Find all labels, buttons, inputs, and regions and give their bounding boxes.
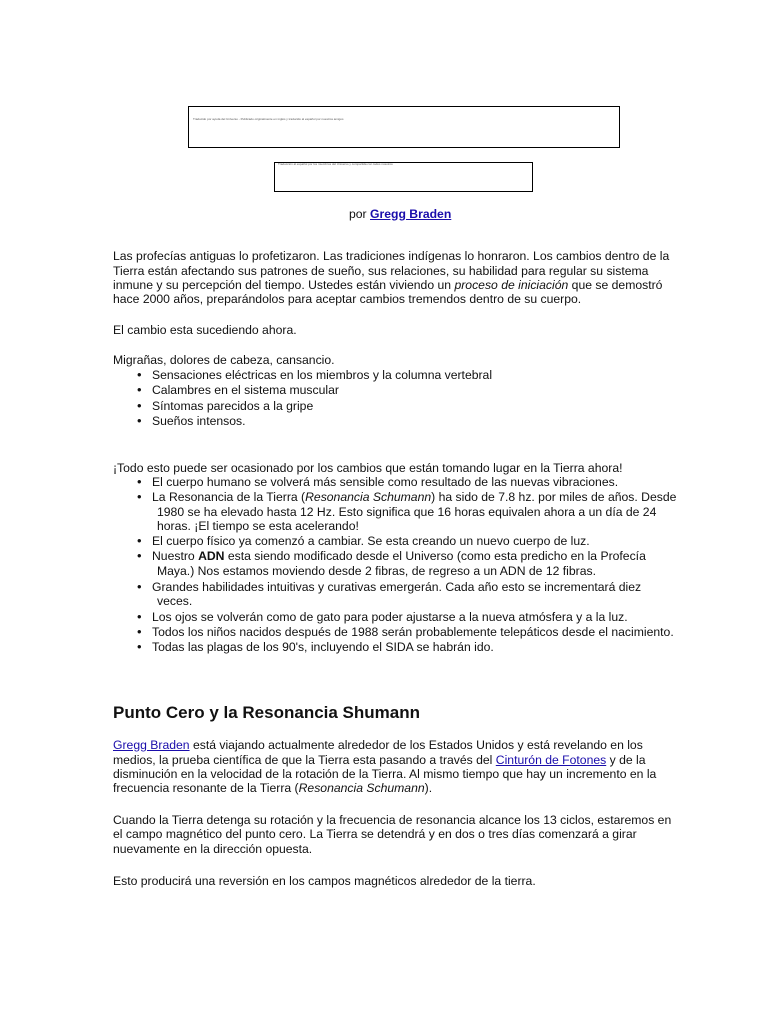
changes-item2-line2: 1980 se ha elevado hasta 12 Hz. Esto significa que 16 horas equivalen ahora a un día de 24 [157, 505, 657, 519]
intro-p1-line3-post: que se demostró [568, 278, 663, 292]
bullet: • [137, 489, 142, 504]
header-box-small-text: Traducción al español por los miembros del Universo y compartida con todos nosotros [278, 163, 393, 166]
section2-p2-line1: Cuando la Tierra detenga su rotación y la frecuencia de resonancia alcance los 13 ciclos, estaremos en [113, 813, 672, 827]
intro-p3: Migrañas, dolores de cabeza, cansancio. [113, 353, 335, 367]
section2-p2-line2: el campo magnético del punto cero. La Tierra se detendrá y en dos o tres días comenzará a girar [113, 827, 637, 841]
changes-item2-em: Resonancia Schumann [305, 490, 432, 504]
bullet: • [137, 639, 142, 654]
photon-belt-link[interactable]: Cinturón de Fotones [495, 753, 607, 767]
changes-item2-pre: La Resonancia de la Tierra ( [152, 490, 306, 504]
bullet: • [137, 624, 142, 639]
section2-p2-line3: nuevamente en la dirección opuesta. [113, 842, 313, 856]
section2-p1-line2-pre: medios, la prueba científica de que la Tierra esta pasando a través del [113, 753, 496, 767]
section2-p1-line2 [113, 753, 646, 768]
changes-item1: El cuerpo humano se volverá más sensible como resultado de las nuevas vibraciones. [152, 475, 619, 489]
bullet: • [137, 533, 142, 548]
changes-item4 [152, 549, 646, 564]
changes-item3: El cuerpo físico ya comenzó a cambiar. Se esta creando un nuevo cuerpo de luz. [152, 534, 590, 548]
byline [349, 207, 451, 222]
intro-p1-em: proceso de iniciación [454, 278, 569, 292]
list1-item2: Calambres en el sistema muscular [152, 383, 339, 397]
changes-item4-pre: Nuestro [152, 549, 199, 563]
section2-p1-line1-post: está viajando actualmente alrededor de los Estados Unidos y está revelando en los [189, 738, 643, 752]
section2-p1-line4-pre: frecuencia resonante de la Tierra ( [113, 781, 299, 795]
list1-item1: Sensaciones eléctricas en los miembros y la columna vertebral [152, 368, 493, 382]
intro-p1-line1: Las profecías antiguas lo profetizaron. Las tradiciones indígenas lo honraron. Los cambios dentro de la [113, 249, 670, 263]
bullet: • [137, 398, 142, 413]
intro-p1-line3-pre: inmune y su percepción del tiempo. Ustedes están viviendo un [113, 278, 455, 292]
byline-prefix: por [349, 207, 367, 221]
changes-lead: ¡Todo esto puede ser ocasionado por los cambios que están tomando lugar en la Tierra ahora! [113, 461, 623, 475]
changes-item2 [152, 490, 676, 505]
intro-p2: El cambio esta sucediendo ahora. [113, 323, 297, 337]
bullet: • [137, 548, 142, 563]
bullet: • [137, 474, 142, 489]
gregg-braden-link[interactable]: Gregg Braden [113, 738, 190, 752]
section-heading: Punto Cero y la Resonancia Shumann [113, 703, 421, 722]
author-link[interactable]: Gregg Braden [370, 207, 452, 221]
changes-item2-line3: horas. ¡El tiempo se esta acelerando! [157, 519, 359, 533]
header-box-large-text: Traducido por ayuda del Universo - Publicado originalmente en inglés y traducido al español por nuestros amigos [193, 118, 344, 121]
section2-p1-line4-em: Resonancia Schumann [298, 781, 425, 795]
section2-p1-line1 [113, 738, 643, 753]
intro-p1-line4: hace 2000 años, preparándolos para aceptar cambios tremendos dentro de su cuerpo. [113, 292, 582, 306]
section2-p1-line4-post: ). [424, 781, 433, 795]
bullet: • [137, 413, 142, 428]
changes-item8: Todas las plagas de los 90's, incluyendo el SIDA se habrán ido. [152, 640, 494, 654]
list1-item4: Sueños intensos. [152, 414, 246, 428]
section2-p3: Esto producirá una reversión en los campos magnéticos alrededor de la tierra. [113, 874, 536, 888]
changes-item6: Los ojos se volverán como de gato para poder ajustarse a la nueva atmósfera y a la luz. [152, 610, 628, 624]
changes-item7: Todos los niños nacidos después de 1988 serán probablemente telepáticos desde el nacimiento. [152, 625, 674, 639]
bullet: • [137, 382, 142, 397]
header-box-small [274, 162, 533, 192]
changes-item5-line2: veces. [157, 594, 193, 608]
list1-item3: Síntomas parecidos a la gripe [152, 399, 314, 413]
section2-p1-line2-post: y de la [606, 753, 646, 767]
changes-item4-bold: ADN [198, 549, 225, 563]
bullet: • [137, 367, 142, 382]
section2-p1-line3: disminución en la velocidad de la rotación de la Tierra. Al mismo tiempo que hay un incremento en la [113, 767, 657, 781]
section2-p1-line4 [113, 781, 432, 796]
intro-p1-line3 [113, 278, 662, 293]
header-box-large [188, 106, 620, 148]
bullet: • [137, 579, 142, 594]
bullet: • [137, 609, 142, 624]
intro-p1-line2: Tierra están afectando sus patrones de sueño, sus relaciones, su habilidad para regular su sistema [113, 264, 649, 278]
changes-item4-post: esta siendo modificado desde el Universo (como esta predicho en la Profecía [224, 549, 646, 563]
changes-item5: Grandes habilidades intuitivas y curativas emergerán. Cada año esto se incrementará diez [152, 580, 642, 594]
changes-item2-post: ) ha sido de 7.8 hz. por miles de años. Desde [431, 490, 677, 504]
changes-item4-line2: Maya.) Nos estamos moviendo desde 2 fibras, de regreso a un ADN de 12 fibras. [157, 564, 596, 578]
